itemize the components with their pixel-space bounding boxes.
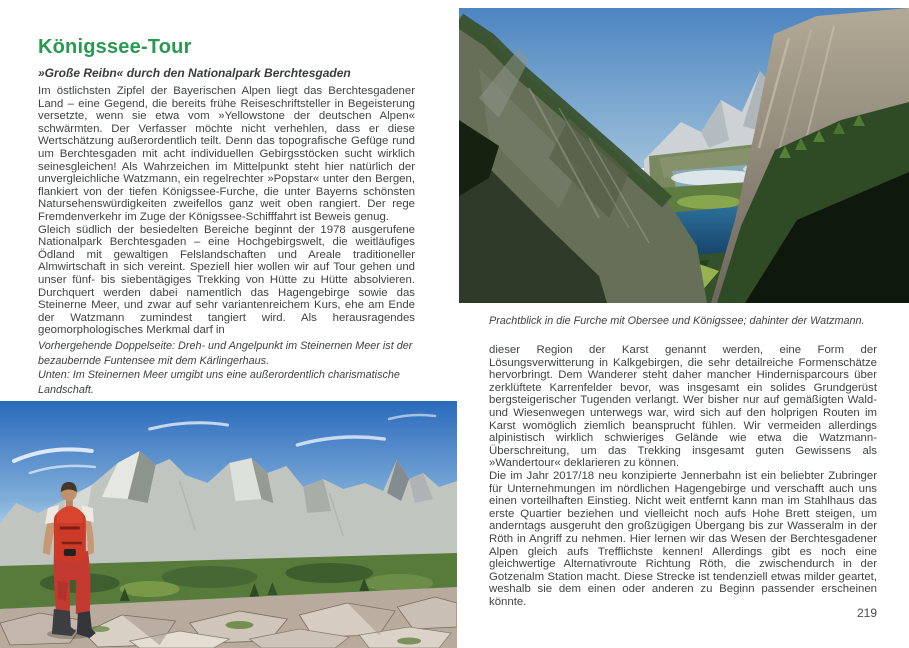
page-number: 219 (856, 606, 877, 620)
page-subtitle: »Große Reibn« durch den Nationalpark Berchtesgaden (38, 66, 351, 80)
right-body-text (489, 344, 877, 608)
left-caption-block (38, 339, 420, 397)
photo-obersee-koenigssee-svg (459, 8, 909, 303)
caption-note: Vorhergehende Doppelseite: Dreh- und Angelpunkt im Steinernen Meer ist der bezaubernde Funtensee mit dem Kärlingerhaus. (38, 340, 413, 367)
body-paragraph: Die im Jahr 2017/18 neu konzipierte Jennerbahn ist ein beliebter Zubringer für Unternehmungen im nördlichen Hagengebirge und verschafft auch uns einen vorteilhaften Einstieg. Nicht weit entfernt kann man im Stahlhaus das erste Quartier beziehen und vielleicht noch aufs Hohe Brett steigen, um anderntags ausgeruht den großzügigen Übergang bis zur Wasseralm in der Röth in Angriff zu nehmen. Hier lernen wir das Wesen der Berchtesgadener Alpen gleich aufs Trefflichste kennen! Allerdings gibt es noch eine gleichwertige Alternativroute Richtung Röth, die zwischendurch in der Gotzenalm Station macht. Diese Strecke ist tendenziell etwas milder geartet, weshalb sie dem einen oder anderen zu Beginn passender erscheinen könnte. (489, 469, 877, 608)
left-body-text (38, 85, 415, 337)
photo-hiker-karst (0, 401, 457, 648)
caption-note: Unten: Im Steinernen Meer umgibt uns eine außerordentlich charismatische Landschaft. (38, 369, 400, 396)
body-paragraph: Gleich südlich der besiedelten Bereiche beginnt der 1978 ausgerufene Nationalpark Berchtesgaden – eine Hochgebirgswelt, die weitläufiges Ödland mit gewaltigen Felslandschaften und Areale traditioneller Almwirtschaft in sich vereint. Speziell hier wollen wir auf Tour gehen und unser fünf- bis siebentägiges Trekking von Hütte zu Hütte absolvieren. Durchquert werden dabei namentlich das Hagengebirge sowie das Steinerne Meer, und zwar auf sehr variantenreichem Kurs, ehe am Ende der Watzmann zumindest tangiert wird. Als herausragendes geomorphologisches Merkmal darf in (38, 223, 415, 337)
photo-caption: Prachtblick in die Furche mit Obersee und Königssee; dahinter der Watzmann. (489, 315, 865, 327)
body-paragraph: Im östlichsten Zipfel der Bayerischen Alpen liegt das Berchtesgadener Land – eine Gegend, die bereits frühe Reiseschriftsteller in Begeisterung versetzte, wenn sie etwa vom »Yellowstone der deutschen Alpen« schwärmten. Der Verfasser möchte nicht verhehlen, dass er diese Wertschätzung außerordentlich teilt. Denn das topografische Gefüge rund um Berchtesgaden mit acht individuellen Gebirgsstöcken sucht wirklich seinesgleichen! Als Wahrzeichen im Mittelpunkt steht hier natürlich der unvergleichliche Watzmann, ein regelrechter »Popstar« unter den Bergen, flankiert von der tiefen Königssee-Furche, die unter Bayerns schönsten Natursehenswürdigkeiten zweifellos ganz weit oben rangiert. Der rege Fremdenverkehr im Zuge der Königssee-Schifffahrt ist Beweis genug. (38, 85, 415, 223)
body-paragraph: dieser Region der Karst genannt werden, eine Form der Lösungsverwitterung in Kalkgebirgen, die sehr detailreiche Formenschätze hervorbringt. Dem Wanderer steht daher mancher Hindernisparcours über zerklüftete Karrenfelder bevor, was insgesamt ein solides Grundgerüst bergsteigerischer Tugenden verlangt. Wer bisher nur auf gemäßigten Wald- und Wiesenwegen unterwegs war, wird sich auf den holprigen Routen im Karst womöglich ziemlich beansprucht fühlen. Wir vermeiden allerdings alpinistisch wirklich schwieriges Gelände wie etwa die Watzmann-Überschreitung, um das Trekking insgesamt guten Gewissens als »Wandertour« deklarieren zu können. (489, 344, 877, 470)
page-title: Königssee-Tour (38, 36, 192, 58)
photo-hiker-karst-svg (0, 401, 457, 648)
photo-obersee-koenigssee (459, 8, 909, 303)
